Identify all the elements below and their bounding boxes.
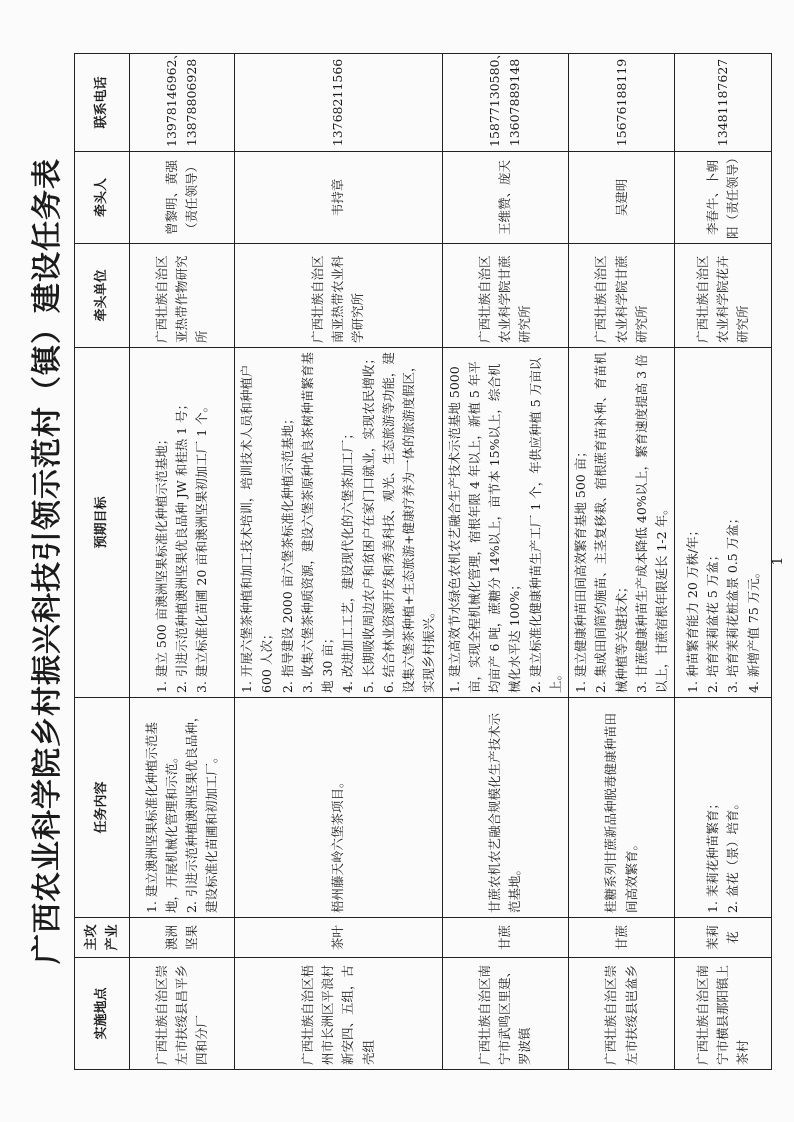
unit-cell: 广西壮族自治区农业科学院甘蔗研究所 [569,244,675,348]
tasks-cell [235,698,443,918]
task-line: 桂糖系列甘蔗新品种脱毒健康种苗田间高效繁育。 [603,712,639,913]
location-cell: 广西壮族自治区崇左市扶绥县昌平乡四和分厂 [130,958,235,1070]
location-cell: 广西壮族自治区南宁市武鸣区里建、罗波镇 [442,958,569,1070]
goals-cell [569,348,675,698]
goal-line: 1. 种苗繁育能力 20 万株/年； [684,524,700,693]
unit-cell: 广西壮族自治区农业科学院花卉研究所 [675,244,772,348]
document-title: 广西农业科学院乡村振兴科技引领示范村（镇）建设任务表 [30,158,65,964]
location-cell: 广西壮族自治区南宁市横县那阳镇上茶村 [675,958,772,1070]
table-header-row [75,54,130,1070]
header-location: 实施地点 [75,958,130,1070]
leader-cell: 李春牛、卜朝阳（责任领导） [675,152,772,244]
location-cell: 广西壮族自治区崇左市扶绥县岜盆乡 [569,958,675,1070]
goal-line: 6. 结合林业资源开发和秀美科技、观光、生态旅游等功能，建设集六堡茶种植+生态旅游+健康疗养为一体的旅游度假区，实现乡村振兴。 [380,352,437,693]
goals-cell [442,348,569,698]
tasks-cell [130,698,235,918]
header-unit: 牵头单位 [75,244,130,348]
goal-line: 4. 新增产值 75 万元。 [745,565,761,693]
header-leader: 牵头人 [75,152,130,244]
industry-cell: 澳洲坚果 [130,918,235,958]
task-line: 2. 盆花（景）培育。 [725,797,741,913]
goal-line: 3. 收集六堡茶种质资源，建设六堡茶原种优良茶树种苗繁育基地 30 亩； [299,352,335,693]
table-row [130,54,235,1070]
header-goals: 预期目标 [75,348,130,698]
phone-cell: 13768211566 [235,54,443,152]
task-line: 甘蔗农机农艺融合规模化生产技术示范基地。 [487,712,523,913]
page-number: 1 [770,556,786,566]
industry-cell: 甘蔗 [569,918,675,958]
header-phone: 联系电话 [75,54,130,152]
goal-line: 1. 开展六堡茶种植和加工技术培训，培训技术人员和种植户 600 人次； [239,364,275,693]
leader-cell: 王维赞、庞天 [442,152,569,244]
phone-cell: 15877130580、13607889148 [442,54,569,152]
task-table [74,47,772,1070]
tasks-cell [569,698,675,918]
goal-line: 2. 培育茉莉盆花 5 万盆； [705,548,720,693]
tasks-cell [442,698,569,918]
goal-line: 5. 长期吸收周边农户和贫困户在家门口就业，实现农民增收； [360,352,376,693]
table-row [675,54,772,1070]
goal-line: 3. 培育茉莉花桩盆景 0.5 万盆； [725,511,741,693]
goals-cell [235,348,443,698]
industry-cell: 茶叶 [235,918,443,958]
phone-cell: 13978146962、13878806928 [130,54,235,152]
tasks-cell [675,698,772,918]
goal-line: 4. 改进加工工艺，建设现代化的六堡茶加工厂； [340,427,356,693]
leader-cell: 韦持章 [235,152,443,244]
leader-cell: 吴建明 [569,152,675,244]
unit-cell: 广西壮族自治区南亚热带农业科学研究所 [235,244,443,348]
task-line: 2. 引进示范种植澳洲坚果优良品种，建设标准化苗圃和初加工厂。 [184,709,220,913]
goal-line: 2. 建立标准化健康种苗生产工厂 1 个，年供应种植 5 万亩以上。 [527,357,563,693]
leader-cell: 曾黎明、黄强（责任领导） [130,152,235,244]
table-row [442,54,569,1070]
goals-cell [675,348,772,698]
industry-cell: 甘蔗 [442,918,569,958]
task-line: 1. 建立澳洲坚果标准化种植示范基地，开展机械化管理和示范。 [143,722,179,913]
unit-cell: 广西壮族自治区亚热带作物研究所 [130,244,235,348]
goal-line: 1. 建立健康种苗田间高效繁育基地 500 亩； [573,445,588,693]
header-tasks: 任务内容 [75,698,130,918]
goal-line: 3. 建立标准化苗圃 20 亩和澳洲坚果初加工厂 1 个。 [194,399,210,693]
header-industry: 主攻产业 [75,918,130,958]
goal-line: 2. 引进示范种植澳洲坚果优良品种 JW 和桂热 1 号； [173,397,189,693]
task-line: 1. 茉莉花种苗繁育； [705,797,720,913]
goal-line: 1. 建立高效节水绿色农机农艺融合生产技术示范基地 5000 亩，实现全程机械化管理，宿根年限 4 年以上，新植 5 年平均亩产 6 吨，蔗糖分 14%以上，亩节本 15%以上，综合机械化水平达 100%； [446,361,523,693]
goal-line: 2. 指导建设 2000 亩六堡茶标准化种植示范基地； [279,412,295,693]
goal-line: 3. 甘蔗健康种苗生产成本降低 40%以上，繁育速度提高 3 倍以上，甘蔗宿根年限延长 1-2 年。 [633,354,669,693]
unit-cell: 广西壮族自治区农业科学院甘蔗研究所 [442,244,569,348]
task-line: 梧州藤天岭六堡茶项目。 [330,775,346,913]
industry-cell: 茉莉花 [675,918,772,958]
goal-line: 1. 建立 500 亩澳洲坚果标准化种植示范基地； [153,432,169,693]
phone-cell: 15676188119 [569,54,675,152]
table-row [569,54,675,1070]
location-cell: 广西壮族自治区梧州市长洲区平浪村新安四、五组，古壳组 [235,958,443,1070]
goal-line: 2. 集成田间简约施苗、主茎复移栽、宿根蔗育苗补种、育苗机械种植等关键技术； [593,352,629,693]
table-row [235,54,443,1070]
phone-cell: 13481187627 [675,54,772,152]
goals-cell [130,348,235,698]
